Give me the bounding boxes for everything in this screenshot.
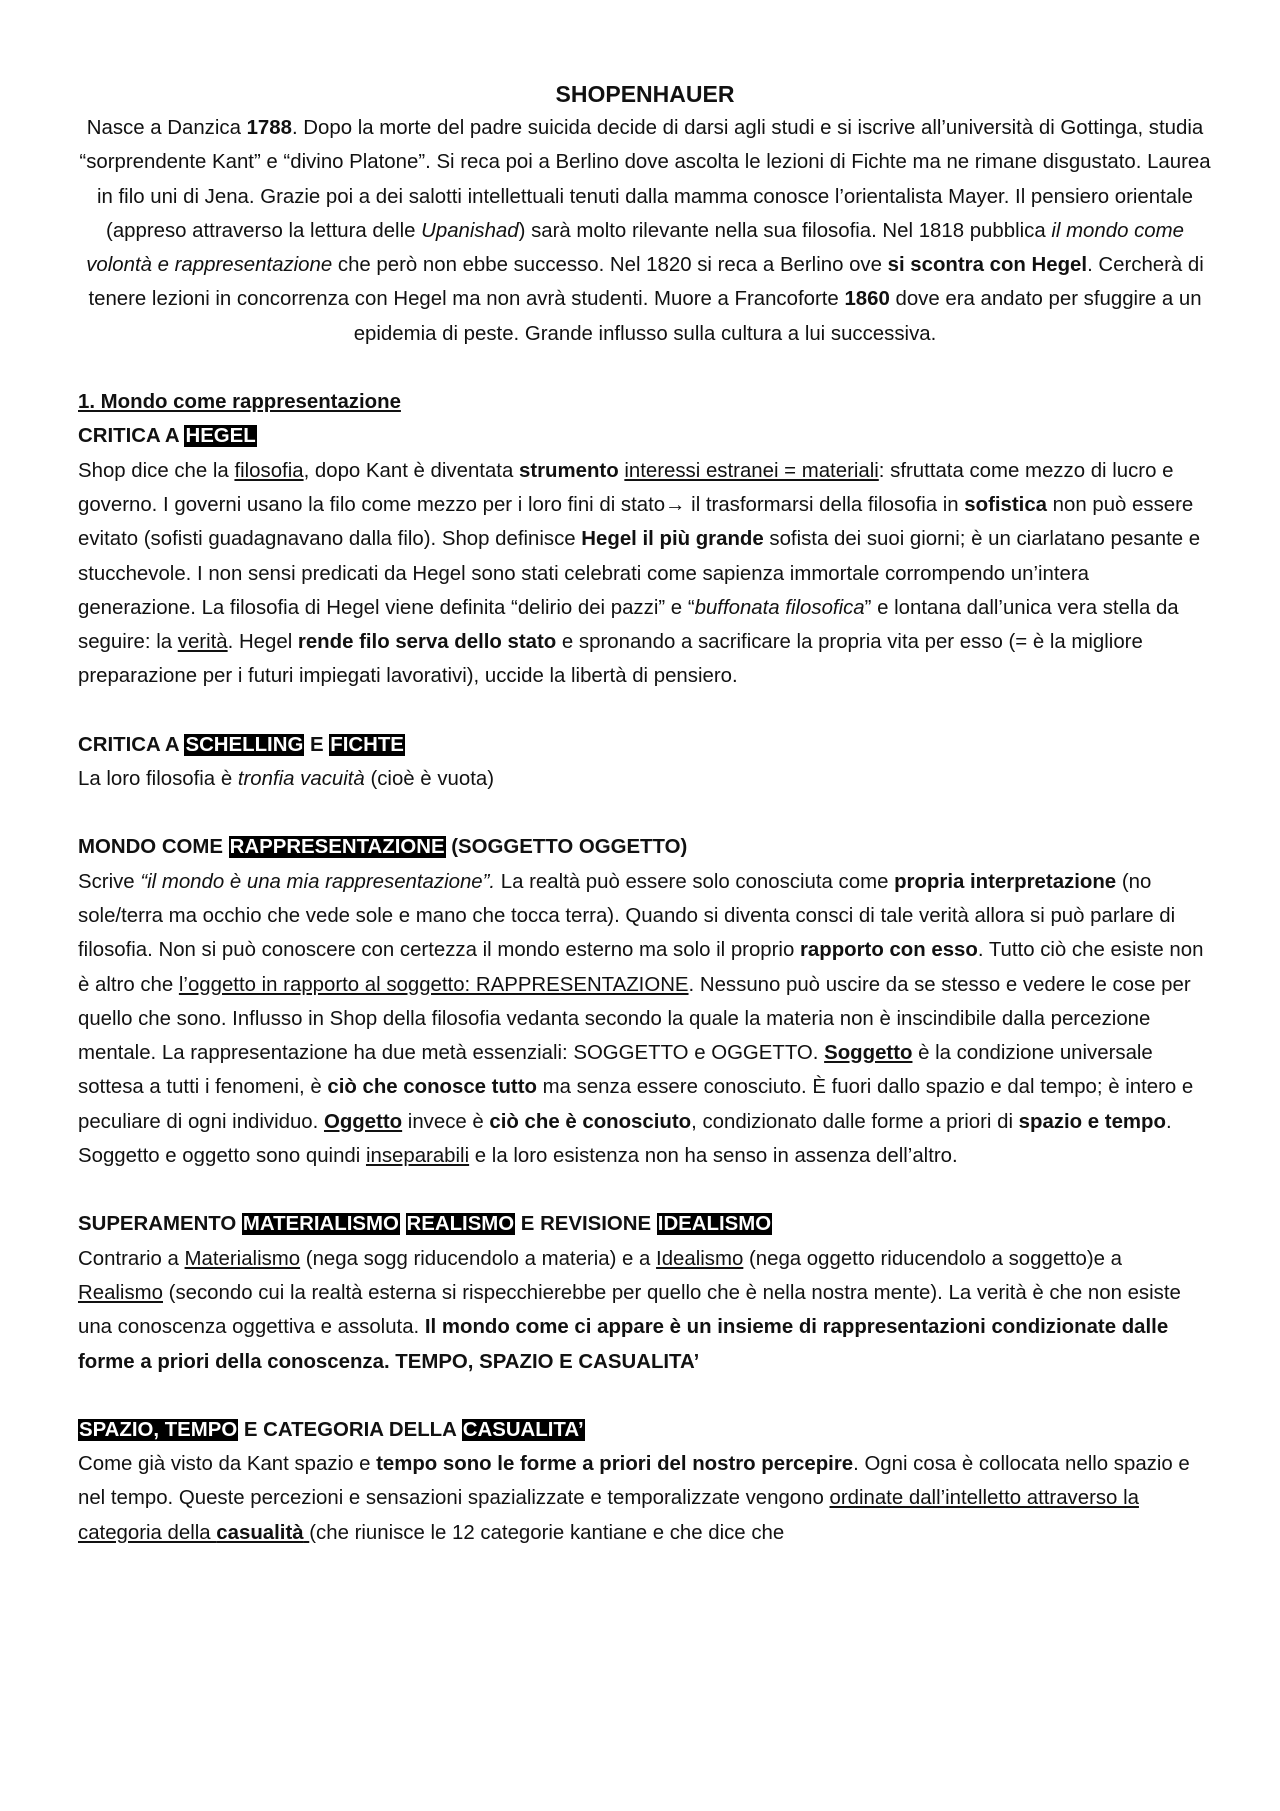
- highlight-schelling: SCHELLING: [185, 733, 304, 756]
- paragraph-critica-schelling-fichte: La loro filosofia è tronfia vacuità (cioè è vuota): [78, 768, 494, 791]
- highlight-materialismo: MATERIALISMO: [242, 1213, 399, 1236]
- highlight-fichte: FICHTE: [330, 733, 404, 756]
- arrow-right-icon: →: [665, 493, 686, 516]
- heading-spazio-tempo: SPAZIO, TEMPO E CATEGORIA DELLA CASUALITA’: [79, 1418, 584, 1441]
- heading-mondo-rappresentazione: MONDO COME RAPPRESENTAZIONE (SOGGETTO OGGETTO): [78, 836, 688, 859]
- highlight-realismo: REALISMO: [406, 1213, 515, 1236]
- paragraph-mondo-rappresentazione: Scrive “il mondo è una mia rappresentazione”. La realtà può essere solo conosciuta come propria interpretazione (no sole/terra ma occhio che vede sole e mano che tocca terra). Quando si diventa consci di tale verità allora si può parlare di filosofia. Non si può conoscere con certezza il mondo esterno ma solo il proprio rapporto con esso. Tutto ciò che esiste non è altro che l’oggetto in rapporto al soggetto: RAPPRESENTAZIONE. Nessuno può uscire da se stesso e vedere le cose per quello che sono. Influsso in Shop della filosofia vedanta secondo la quale la materia non è inscindibile dalla percezione mentale. La rappresentazione ha due metà essenziali: SOGGETTO e OGGETTO. Soggetto è la condizione universale sottesa a tutti i fenomeni, è ciò che conosce tutto ma senza essere conosciuto. È fuori dallo spazio e dal tempo; è intero e peculiare di ogni individuo. Oggetto invece è ciò che è conosciuto, condizionato dalle forme a priori di spazio e tempo. Soggetto e oggetto sono quindi inseparabili e la loro esistenza non ha senso in assenza dell’altro.: [78, 870, 1204, 1168]
- page-title: SHOPENHAUER: [555, 81, 735, 107]
- paragraph-critica-hegel: Shop dice che la filosofia, dopo Kant è diventata strumento interessi estranei = materiali: sfruttata come mezzo di lucro e governo. I governi usano la filo come mezzo per i loro fini di stato→ il trasformarsi della filosofia in sofistica non può essere evitato (sofisti guadagnavano dalla filo). Shop definisce Hegel il più grande sofista dei suoi giorni; è un ciarlatano pesante e stucchevole. I non sensi predicati da Hegel sono stati celebrati come sapienza immortale corrompendo un’intera generazione. La filosofia di Hegel viene definita “delirio dei pazzi” e “buffonata filosofica” e lontana dall’unica vera stella da seguire: la verità. Hegel rende filo serva dello stato e spronando a sacrificare la propria vita per esso (= è la migliore preparazione per i futuri impiegati lavorativi), uccide la libertà di pensiero.: [78, 459, 1201, 688]
- heading-critica-hegel: CRITICA A HEGEL: [78, 425, 256, 448]
- highlight-spazio-tempo: SPAZIO, TEMPO: [79, 1418, 238, 1441]
- section-1-title: 1. Mondo come rappresentazione: [78, 391, 401, 414]
- highlight-idealismo: IDEALISMO: [657, 1213, 772, 1236]
- highlight-hegel: HEGEL: [185, 425, 256, 448]
- heading-critica-schelling-fichte: CRITICA A SCHELLING E FICHTE: [78, 733, 404, 756]
- highlight-rappresentazione: RAPPRESENTAZIONE: [229, 836, 445, 859]
- paragraph-superamento: Contrario a Materialismo (nega sogg riducendolo a materia) e a Idealismo (nega oggetto riducendolo a soggetto)e a Realismo (secondo cui la realtà esterna si rispecchierebbe per quello che è nella nostra mente). La verità è che non esiste una conoscenza oggettiva e assoluta. Il mondo come ci appare è un insieme di rappresentazioni condizionate dalle forme a priori della conoscenza. TEMPO, SPAZIO E CASUALITA’: [78, 1247, 1181, 1373]
- document-page: [78, 78, 1212, 1550]
- highlight-casualita: CASUALITA’: [462, 1418, 584, 1441]
- heading-superamento: SUPERAMENTO MATERIALISMO REALISMO E REVISIONE IDEALISMO: [78, 1213, 772, 1236]
- intro-paragraph: Nasce a Danzica 1788. Dopo la morte del padre suicida decide di darsi agli studi e si iscrive all’università di Gottinga, studia “sorprendente Kant” e “divino Platone”. Si reca poi a Berlino dove ascolta le lezioni di Fichte ma ne rimane disgustato. Laurea in filo uni di Jena. Grazie poi a dei salotti intellettuali tenuti dalla mamma conosce l’orientalista Mayer. Il pensiero orientale (appreso attraverso la lettura delle Upanishad) sarà molto rilevante nella sua filosofia. Nel 1818 pubblica il mondo come volontà e rappresentazione che però non ebbe successo. Nel 1820 si reca a Berlino ove si scontra con Hegel. Cercherà di tenere lezioni in concorrenza con Hegel ma non avrà studenti. Muore a Francoforte 1860 dove era andato per sfuggire a un epidemia di peste. Grande influsso sulla cultura a lui successiva.: [79, 117, 1211, 345]
- paragraph-spazio-tempo: Come già visto da Kant spazio e tempo sono le forme a priori del nostro percepire. Ogni cosa è collocata nello spazio e nel tempo. Queste percezioni e sensazioni spazializzate e temporalizzate vengono ordinate dall’intelletto attraverso la categoria della casualità (che riunisce le 12 categorie kantiane e che dice che: [78, 1453, 1190, 1544]
